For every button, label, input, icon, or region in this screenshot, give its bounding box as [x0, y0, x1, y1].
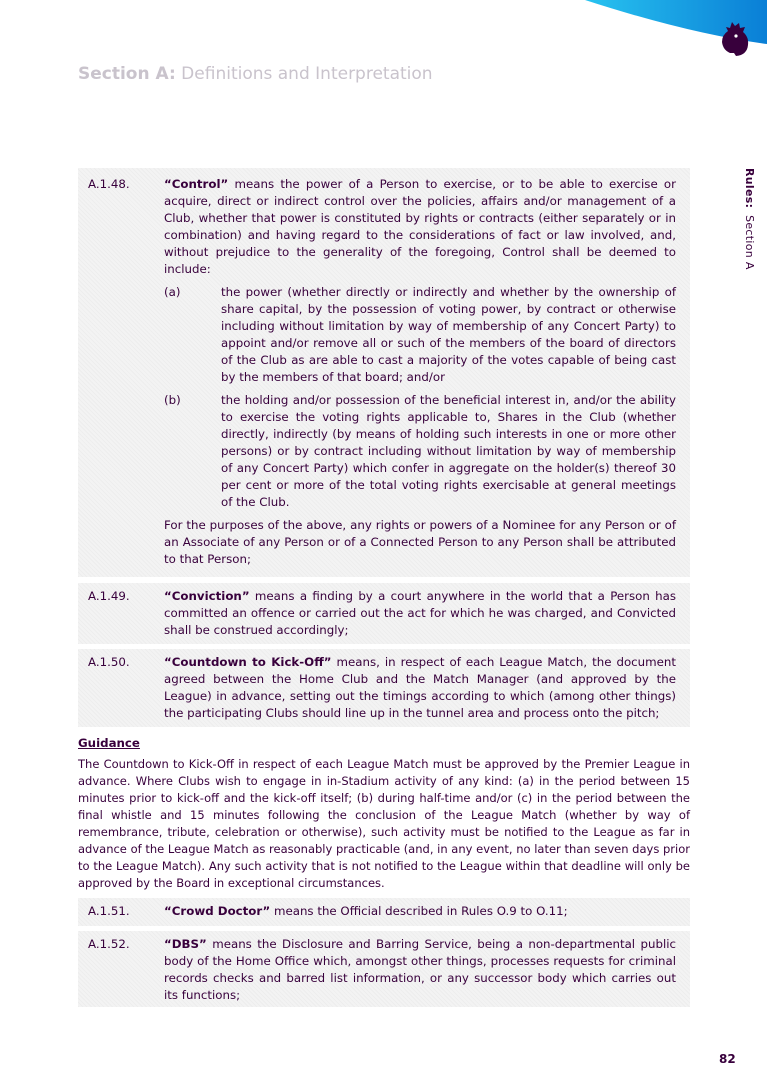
rule-a-1-48: [78, 168, 690, 577]
defined-term: “DBS”: [164, 937, 207, 951]
guidance-heading: Guidance: [78, 736, 140, 750]
rule-body: [164, 936, 676, 1004]
defined-term: “Crowd Doctor”: [164, 904, 271, 918]
defined-term: “Control”: [164, 177, 229, 191]
rule-body: [164, 903, 676, 920]
rule-number: A.1.49.: [88, 589, 130, 603]
premier-league-lion-logo: [712, 18, 752, 58]
rule-text: means, in respect of each League Match, the document agreed between the Home Club and the Match Manager (and approved by the League) in advance, setting out the timings according to which (among other things) the participating Clubs should line up in the tunnel area and process onto the pitch;: [164, 655, 676, 720]
sub-clause-text: the holding and/or possession of the beneficial interest in, and/or the ability to exercise the voting rights applicable to, Shares in the Club (whether directly, indirectly (by means of holding such interests in one or more other persons) or by contract including without limitation by way of membership of any Concert Party) which confer in aggregate on the holder(s) thereof 30 per cent or more of the total voting rights exercisable at general meetings of the Club.: [221, 393, 676, 509]
guidance-text: The Countdown to Kick-Off in respect of each League Match must be approved by the Premier League in advance. Where Clubs wish to engage in in-Stadium activity of any kind: (a) in the period between 15 minutes prior to kick-off and the kick-off itself; (b) during half-time and/or (c) in the period between the final whistle and 15 minutes following the conclusion of the League Match (whether by way of remembrance, tribute, celebration or otherwise), such activity must be notified to the League as far in advance of the League Match as reasonably practicable (and, in any event, no later than seven days prior to the League Match). Any such activity that is not notified to the League within that deadline will only be approved by the Board in exceptional circumstances.: [78, 757, 690, 890]
rule-tail-text: For the purposes of the above, any rights or powers of a Nominee for any Person or of an Associate of any Person or of a Connected Person to any Person shall be attributed to that Person;: [164, 518, 676, 566]
rule-a-1-50: [78, 649, 690, 727]
rule-a-1-52: [78, 931, 690, 1007]
sub-clause: [164, 392, 676, 511]
sub-clause-letter: (a): [164, 285, 181, 299]
defined-term: “Conviction”: [164, 589, 250, 603]
sub-clause-letter: (b): [164, 393, 181, 407]
rule-text: means the Official described in Rules O.9 to O.11;: [270, 904, 568, 918]
rule-text: means the Disclosure and Barring Service, being a non-departmental public body of the Home Office which, amongst other things, processes requests for criminal records checks and barred list information, or any successor body which carries out its functions;: [164, 937, 676, 1002]
rule-body: [164, 588, 676, 639]
rule-text: means the power of a Person to exercise, or to be able to exercise or acquire, direct or indirect control over the policies, affairs and/or management of a Club, whether that power is constituted by rights or contracts (either separately or in combination) and having regard to the considerations of fact or law involved, and, without prejudice to the generality of the foregoing, Control shall be deemed to include:: [164, 177, 676, 276]
defined-term: “Countdown to Kick-Off”: [164, 655, 332, 669]
rule-a-1-51: [78, 898, 690, 926]
side-section-label: Rules: Section A: [743, 168, 756, 270]
rule-number: A.1.51.: [88, 904, 130, 918]
rule-text: means a finding by a court anywhere in the world that a Person has committed an offence or carried out the act for which he was charged, and Convicted shall be construed accordingly;: [164, 589, 676, 637]
rule-body: [164, 176, 676, 568]
sub-clause-text: the power (whether directly or indirectly and whether by the ownership of share capital, by the possession of voting power, by contract or otherwise including without limitation by way of membership of any Concert Party) to appoint and/or remove all or such of the members of the board of directors of the Club as are able to cast a majority of the votes capable of being cast by the members of that board; and/or: [221, 285, 676, 384]
page-number: 82: [719, 1052, 736, 1066]
section-title: Section A: Definitions and Interpretation: [78, 64, 433, 84]
rule-number: A.1.52.: [88, 937, 130, 951]
sub-clause: [164, 284, 676, 386]
rule-number: A.1.50.: [88, 655, 130, 669]
rule-body: [164, 654, 676, 722]
rule-number: A.1.48.: [88, 177, 130, 191]
rule-a-1-49: [78, 583, 690, 644]
